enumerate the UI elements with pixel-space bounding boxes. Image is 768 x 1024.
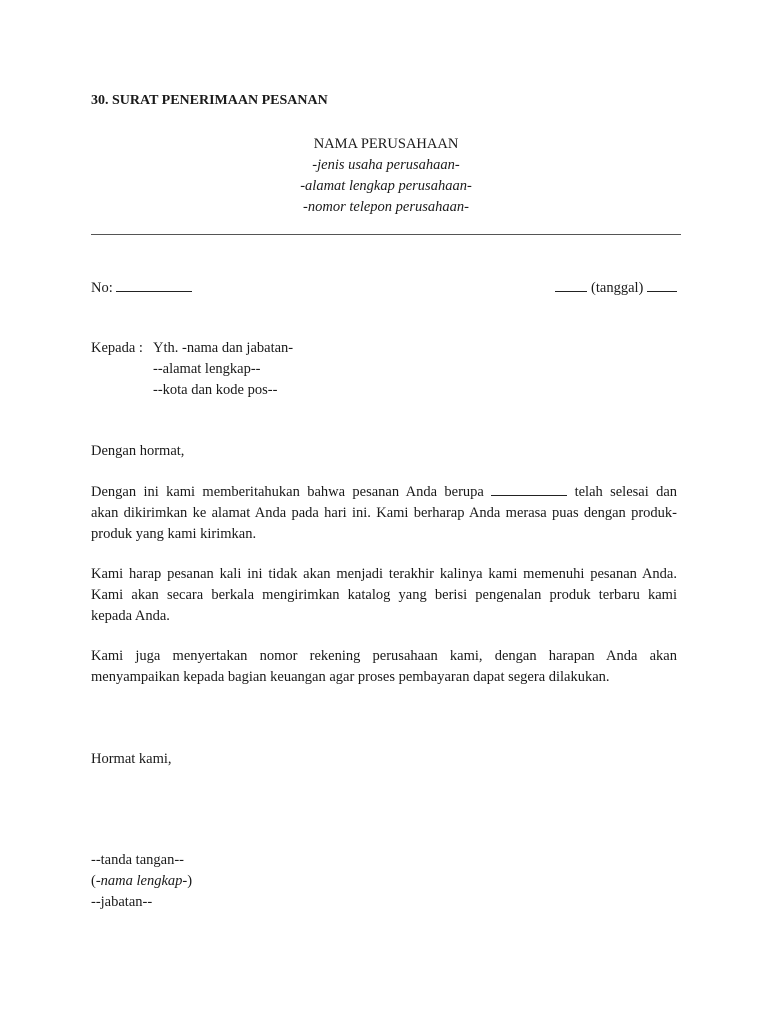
- company-phone: -nomor telepon perusahaan-: [303, 199, 469, 215]
- paragraph1-text-b: telah selesai dan: [574, 484, 677, 500]
- letter-number: [91, 278, 192, 298]
- signature-placeholder: --tanda tangan--: [91, 852, 184, 868]
- company-address: -alamat lengkap perusahaan-: [300, 178, 472, 194]
- paragraph2-line3: kepada Anda.: [91, 608, 170, 624]
- signer-name-text: -nama lengkap-: [95, 873, 188, 889]
- paragraph1-line2: akan dikirimkan ke alamat Anda pada hari ini. Kami berharap Anda merasa puas dengan produk-: [91, 505, 677, 521]
- document-title: 30. SURAT PENERIMAAN PESANAN: [91, 93, 328, 108]
- date-blank-left: [555, 278, 587, 292]
- company-name: NAMA PERUSAHAAN: [313, 136, 459, 152]
- number-blank: [116, 278, 192, 292]
- paragraph3-line1: Kami juga menyertakan nomor rekening perusahaan kami, dengan harapan Anda akan: [91, 648, 677, 664]
- paren-open: (: [91, 873, 96, 889]
- date-blank-right: [647, 278, 677, 292]
- paragraph3-line2: menyampaikan kepada bagian keuangan agar proses pembayaran dapat segera dilakukan.: [91, 669, 610, 685]
- order-item-blank: [491, 482, 567, 496]
- business-type: -jenis usaha perusahaan-: [312, 157, 460, 173]
- paragraph1-line3: produk yang kami kirimkan.: [91, 526, 257, 542]
- paragraph2-line2: Kami akan secara berkala mengirimkan katalog yang berisi pengenalan produk terbaru kami: [91, 587, 677, 603]
- signer-name: [91, 871, 192, 891]
- recipient-name: Yth. -nama dan jabatan-: [153, 340, 294, 356]
- paren-close: ): [187, 873, 193, 889]
- paragraph1-line1: [91, 482, 677, 502]
- paragraph2-line1: Kami harap pesanan kali ini tidak akan menjadi terakhir kalinya kami memenuhi pesanan Anda.: [91, 566, 677, 582]
- letter-date: [555, 278, 677, 298]
- letterhead-divider: [91, 234, 681, 235]
- number-label: No:: [91, 280, 113, 296]
- recipient-address: --alamat lengkap--: [153, 361, 261, 377]
- closing: Hormat kami,: [91, 751, 172, 767]
- recipient-city: --kota dan kode pos--: [153, 382, 278, 398]
- signer-position: --jabatan--: [91, 894, 153, 910]
- recipient-label: Kepada :: [91, 340, 143, 356]
- salutation: Dengan hormat,: [91, 443, 185, 459]
- paragraph1-text-a: Dengan ini kami memberitahukan bahwa pesanan Anda berupa: [91, 484, 484, 500]
- date-label: (tanggal): [591, 280, 644, 296]
